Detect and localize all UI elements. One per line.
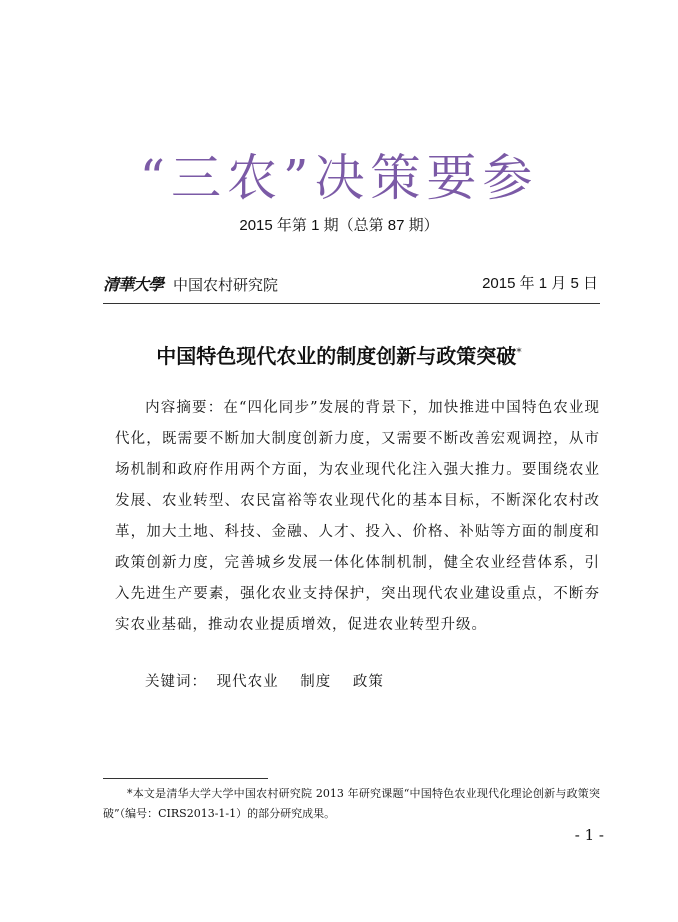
university-logo: 清華大學 bbox=[103, 275, 164, 294]
abstract-paragraph bbox=[115, 393, 600, 641]
keywords-line bbox=[145, 670, 400, 691]
masthead-title: “三农”决策要参 bbox=[139, 149, 539, 207]
footnote-marker: * bbox=[516, 345, 522, 359]
institute-name: 中国农村研究院 bbox=[173, 276, 279, 294]
footnote-text: *本文是清华大学大学中国农村研究院 2013 年研究课题“中国特色农业现代化理论创新与政策突破”（编号：CIRS2013-1-1）的部分研究成果。 bbox=[103, 787, 600, 820]
article-title: 中国特色现代农业的制度创新与政策突破 bbox=[156, 344, 517, 368]
publication-date: 2015 年 1 月 5 日 bbox=[482, 275, 598, 292]
keyword: 现代农业 bbox=[216, 674, 279, 690]
keyword: 政策 bbox=[352, 674, 384, 690]
abstract-text: 内容摘要：在“四化同步”发展的背景下，加快推进中国特色农业现代化，既需要不断加大制度创新力度，又需要不断改善宏观调控，从市场机制和政府作用两个方面，为农业现代化注入强大推力。要围绕农业发展、农业转型、农民富裕等农业现代化的基本目标，不断深化农村改革，加大土地、科技、金融、人才、投入、价格、补贴等方面的制度和政策创新力度，完善城乡发展一体化体制机制，健全农业经营体系，引入先进生产要素，强化农业支持保护，突出现代农业建设重点，不断夯实农业基础，推动农业提质增效，促进农业转型升级。 bbox=[115, 400, 600, 633]
keywords-label: 关键词： bbox=[145, 674, 207, 690]
header-divider bbox=[103, 303, 600, 304]
footnote-divider bbox=[103, 778, 268, 779]
publisher-block bbox=[103, 272, 278, 295]
page-number: - 1 - bbox=[574, 826, 604, 844]
footnote bbox=[103, 784, 600, 824]
keyword: 制度 bbox=[300, 674, 332, 690]
issue-number: 2015 年第 1 期（总第 87 期） bbox=[239, 217, 439, 234]
article-title-block bbox=[0, 340, 678, 369]
